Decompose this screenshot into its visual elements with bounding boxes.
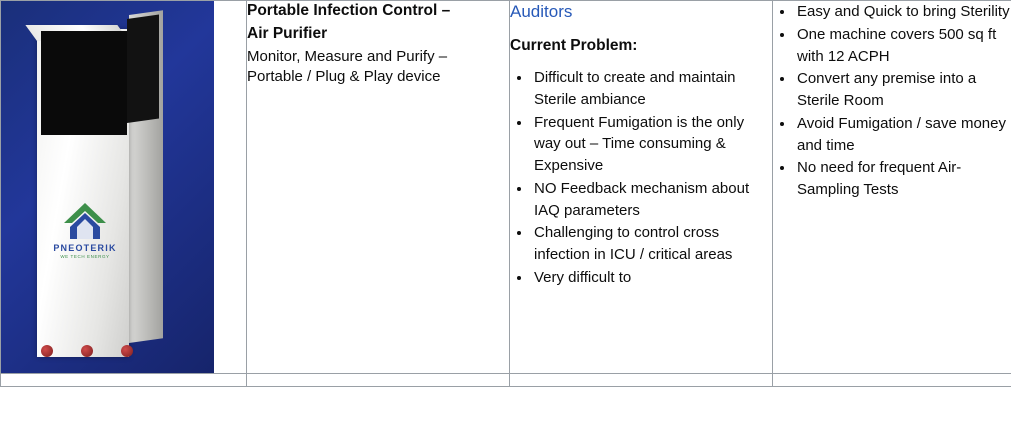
list-item: • Very difficult to	[532, 267, 772, 289]
product-image-cell	[1, 1, 247, 374]
auditors-heading: Auditors	[510, 2, 573, 21]
benefits-list	[773, 1, 1011, 201]
empty-cell	[1, 374, 247, 387]
product-title-line2: Air Purifier	[247, 24, 328, 42]
product-subtitle-line1: Monitor, Measure and Purify –	[247, 47, 448, 65]
list-item: • Easy and Quick to bring Sterility	[795, 1, 1011, 23]
benefits-cell	[773, 1, 1011, 374]
empty-cell	[510, 374, 773, 387]
product-photo	[1, 1, 214, 373]
product-title-line1: Portable Infection Control –	[247, 2, 451, 19]
list-item: • Challenging to control cross infection in ICU / critical areas	[532, 222, 772, 266]
list-item: • Avoid Fumigation / save money and time	[795, 113, 1011, 157]
current-problem-list	[510, 67, 772, 289]
list-item: • One machine covers 500 sq ft with 12 ACPH	[795, 24, 1011, 68]
device-display-screen	[41, 31, 127, 135]
table-row-empty	[1, 374, 1011, 387]
caster-wheel	[81, 345, 93, 357]
brand-tagline: WE TECH ENERGY	[60, 254, 110, 259]
brand-name: PNEOTERIK	[53, 243, 117, 253]
current-problem-subheading: Current Problem:	[510, 37, 638, 55]
product-description-cell	[247, 1, 510, 374]
air-purifier-illustration	[37, 11, 163, 359]
list-item: • NO Feedback mechanism about IAQ parameters	[532, 178, 772, 222]
auditors-cell	[510, 1, 773, 374]
list-item: • Convert any premise into a Sterile Room	[795, 68, 1011, 112]
device-screen-side	[127, 15, 159, 123]
empty-cell	[773, 374, 1011, 387]
list-item: • Difficult to create and maintain Sterile ambiance	[532, 67, 772, 111]
list-item: • No need for frequent Air-Sampling Tests	[795, 157, 1011, 201]
list-item: • Frequent Fumigation is the only way out – Time consuming & Expensive	[532, 112, 772, 177]
brand-logo	[45, 201, 125, 259]
building-logo-icon	[62, 201, 108, 241]
table-row	[1, 1, 1011, 374]
empty-cell	[247, 374, 510, 387]
product-subtitle-line2: Portable / Plug & Play device	[247, 68, 441, 86]
caster-wheel	[41, 345, 53, 357]
caster-wheel	[121, 345, 133, 357]
